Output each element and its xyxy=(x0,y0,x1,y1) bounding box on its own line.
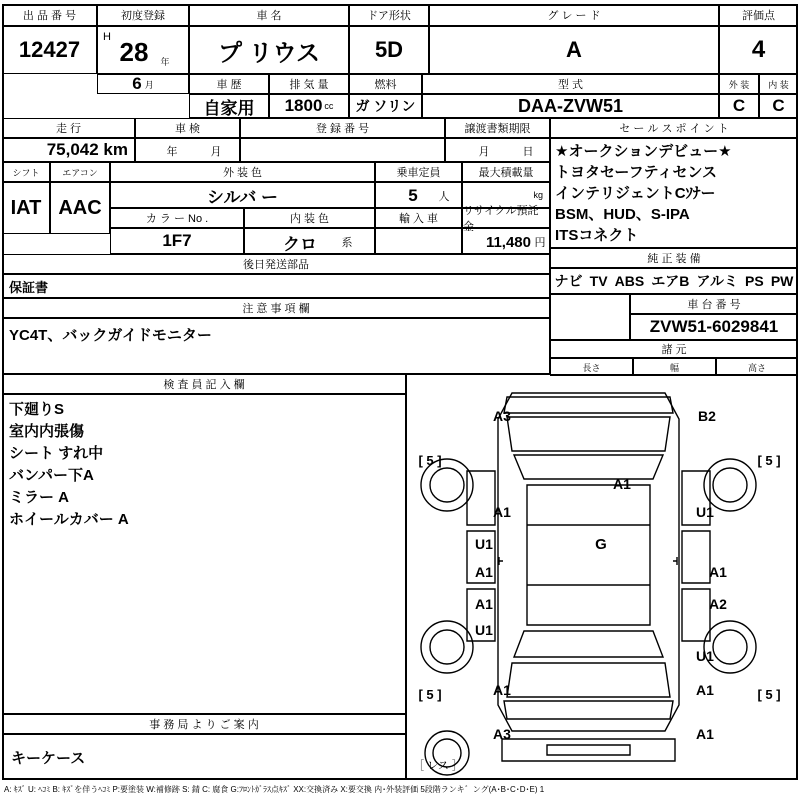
damage-mark: A3 xyxy=(493,408,511,424)
interior-color-value xyxy=(244,228,375,254)
genuine-equipment-label: 純 正 装 備 xyxy=(550,248,798,268)
displacement-label: 排 気 量 xyxy=(269,74,349,94)
interior-grade-value: C xyxy=(759,94,798,118)
damage-mark: A1 xyxy=(475,596,493,612)
length-label: 長さ xyxy=(550,358,633,376)
damage-mark: A1 xyxy=(493,682,511,698)
color-no-label: カ ラ ー No . xyxy=(110,208,244,228)
inspection-label: 車 検 xyxy=(135,118,240,138)
damage-mark: A1 xyxy=(475,564,493,580)
inspector-box xyxy=(2,394,406,714)
mileage-label: 走 行 xyxy=(2,118,135,138)
inspector-line: 下廻りS xyxy=(9,401,65,418)
first-reg-month: 6 xyxy=(132,74,142,93)
recycle-unit: 円 xyxy=(534,237,546,249)
damage-mark: A3 xyxy=(493,726,511,742)
reg-number-label: 登 録 番 号 xyxy=(240,118,445,138)
damage-mark: U1 xyxy=(696,648,714,664)
fuel-label: 燃料 xyxy=(349,74,422,94)
inspector-line: シート すれ中 xyxy=(9,445,104,462)
inspector-line: ミラー A xyxy=(9,489,70,506)
sales-point-label: セ ー ル ス ポ イ ン ト xyxy=(550,118,798,138)
shift-label: シフト xyxy=(2,162,50,182)
damage-mark: U1 xyxy=(475,622,493,638)
damage-diagram xyxy=(406,374,798,780)
seats-count: 5 xyxy=(408,186,418,205)
recycle-label: リサイクル預託金 xyxy=(462,208,550,228)
mileage-value: 75,042 km xyxy=(2,138,135,162)
inspector-line: バンパー下A xyxy=(9,467,94,484)
sales-point-line: ITSコネクト xyxy=(555,227,639,244)
damage-mark: A1 xyxy=(696,726,714,742)
damage-mark: G xyxy=(595,535,607,553)
damage-mark: [ 5 ] xyxy=(418,452,442,468)
width-label: 幅 xyxy=(633,358,716,376)
max-load-label: 最大積載量 xyxy=(462,162,550,182)
damage-mark: A1 xyxy=(696,682,714,698)
notes-label: 注 意 事 項 欄 xyxy=(2,298,550,318)
history-label: 車 歴 xyxy=(189,74,269,94)
interior-color-label: 内 装 色 xyxy=(244,208,375,228)
sales-point-line: トヨタセーフティセンス xyxy=(555,164,718,181)
import-value xyxy=(375,228,462,254)
damage-mark: A2 xyxy=(709,596,727,612)
first-reg-value xyxy=(97,26,189,74)
max-load-value: kg xyxy=(462,182,550,208)
chassis-blank-cell xyxy=(550,294,630,340)
equipment-item: ナビ xyxy=(554,273,583,289)
grade-value: A xyxy=(429,26,719,74)
damage-mark: U1 xyxy=(475,536,493,552)
history-value: 自家用 xyxy=(189,94,269,118)
damage-mark: [ 5 ] xyxy=(757,452,781,468)
import-label: 輸 入 車 xyxy=(375,208,462,228)
height-label: 高さ xyxy=(716,358,798,376)
color-no-value: 1F7 xyxy=(110,228,244,254)
damage-mark: [ 5 ] xyxy=(757,686,781,702)
sales-point-box xyxy=(550,138,798,248)
first-reg-label: 初度登録 xyxy=(97,4,189,26)
damage-mark: A1 xyxy=(493,504,511,520)
sales-point-line: BSM、HUD、S-IPA xyxy=(555,206,690,223)
damage-mark: B2 xyxy=(698,408,716,424)
sales-point-line: ★オークションデビュー★ xyxy=(555,143,732,160)
model-value: DAA-ZVW51 xyxy=(422,94,719,118)
car-name-value: プ リウス xyxy=(189,26,349,74)
transfer-label: 譲渡書類期限 xyxy=(445,118,550,138)
inspector-line: 室内内張傷 xyxy=(9,423,85,440)
seats-label: 乗車定員 xyxy=(375,162,462,182)
recycle-amount: 11,480 xyxy=(485,233,531,251)
first-reg-era: H xyxy=(103,31,111,43)
model-label: 型 式 xyxy=(422,74,719,94)
exterior-color-value: シルバ ー xyxy=(110,182,375,208)
fuel-value: ガ ソリン xyxy=(349,94,422,118)
transfer-day-unit: 日 xyxy=(522,146,534,158)
car-outline-svg xyxy=(407,375,797,779)
genuine-equipment-box xyxy=(550,268,798,294)
interior-color-text: クロ xyxy=(283,234,317,254)
notes-value: YC4T、バックガイドモニター xyxy=(2,318,550,374)
exterior-grade-label: 外 装 xyxy=(719,74,759,94)
inspection-month-unit: 月 xyxy=(210,146,222,158)
equipment-item: TV xyxy=(589,273,608,289)
transfer-value xyxy=(445,138,550,162)
door-value: 5D xyxy=(349,26,429,74)
equipment-item: アルミ xyxy=(696,273,738,289)
first-reg-month-unit: 月 xyxy=(144,79,154,90)
exterior-grade-value: C xyxy=(719,94,759,118)
grade-label: グ レ ー ド xyxy=(429,4,719,26)
score-label: 評価点 xyxy=(719,4,798,26)
shift-value: IAT xyxy=(2,182,50,234)
damage-mark: U1 xyxy=(696,504,714,520)
aircon-value: AAC xyxy=(50,182,110,234)
displacement-number: 1800 xyxy=(284,96,323,115)
seats-value xyxy=(375,182,462,208)
first-reg-year-unit: 年 xyxy=(160,56,170,67)
interior-color-suffix: 系 xyxy=(341,237,353,249)
car-name-label: 車 名 xyxy=(189,4,349,26)
equipment-item: PW xyxy=(770,273,794,289)
first-reg-month-cell xyxy=(97,74,189,94)
first-reg-year: 28 xyxy=(119,36,149,67)
lot-number-value: 12427 xyxy=(2,26,97,74)
equipment-item: ABS xyxy=(614,273,645,289)
displacement-value xyxy=(269,94,349,118)
seats-unit: 人 xyxy=(438,191,450,203)
damage-mark: A1 xyxy=(613,476,631,492)
aircon-label: エアコン xyxy=(50,162,110,182)
exterior-color-label: 外 装 色 xyxy=(110,162,375,182)
later-parts-value: 保証書 xyxy=(2,274,550,298)
inspection-value xyxy=(135,138,240,162)
later-parts-label: 後日発送部品 xyxy=(2,254,550,274)
score-value: 4 xyxy=(719,26,798,74)
office-notice-label: 事 務 局 よ り ご 案 内 xyxy=(2,714,406,734)
diagram-footer-note: ［ レス ］ xyxy=(413,760,463,772)
inspector-line: ホイールカバー A xyxy=(9,511,129,528)
interior-grade-label: 内 装 xyxy=(759,74,798,94)
reg-number-value xyxy=(240,138,445,162)
equipment-item: エアB xyxy=(651,273,690,289)
inspection-year-unit: 年 xyxy=(166,146,178,158)
transfer-month-unit: 月 xyxy=(478,146,490,158)
door-label: ドア形状 xyxy=(349,4,429,26)
chassis-value: ZVW51-6029841 xyxy=(630,314,798,340)
legend-text: A: ｷｽﾞ U: ﾍｺﾐ B: ｷｽﾞを伴うﾍｺﾐ P:要塗装 W:補修跡 S: 錆 C: 腐食 G:ﾌﾛﾝﾄｶﾞﾗｽ点ｷｽﾞ XX:交換済み X:要交換 内･外装評価 5段階ランキ゛ング(A･B･C･D･E) 1 xyxy=(4,785,545,794)
damage-mark: [ 5 ] xyxy=(418,686,442,702)
equipment-item: PS xyxy=(745,273,764,289)
inspector-label: 検 査 員 記 入 欄 xyxy=(2,374,406,394)
office-notice-value: キーケース xyxy=(2,734,406,780)
dimension-label: 諸 元 xyxy=(550,340,798,358)
displacement-unit: cc xyxy=(324,101,334,111)
lot-number-label: 出 品 番 号 xyxy=(2,4,97,26)
damage-mark: A1 xyxy=(709,564,727,580)
recycle-value xyxy=(462,228,550,254)
sales-point-line: インテリジェントCｿﾅー xyxy=(555,185,716,202)
chassis-label: 車 台 番 号 xyxy=(630,294,798,314)
